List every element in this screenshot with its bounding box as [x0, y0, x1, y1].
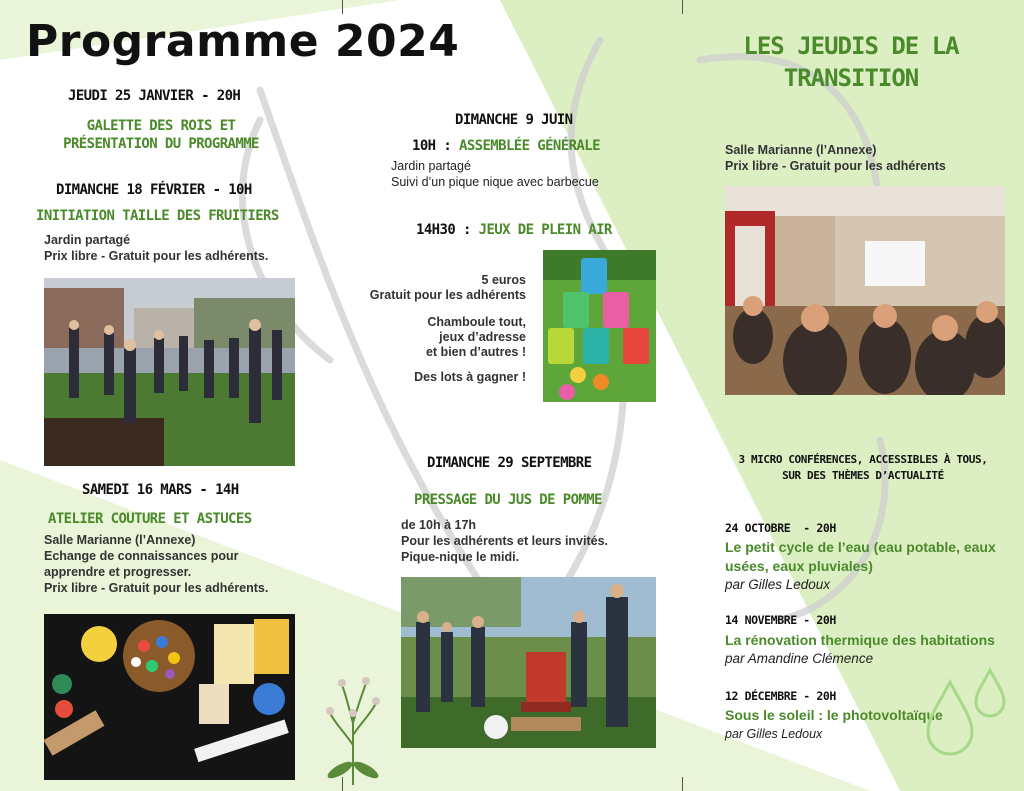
event-sep-line3: Pique-nique le midi. — [401, 550, 520, 564]
event-jun-games3: et bien d’autres ! — [425, 345, 526, 359]
event-feb-title: INITIATION TAILLE DES FRUITIERS — [36, 208, 279, 224]
event-jun-games2: jeux d’adresse — [439, 330, 526, 344]
event-sep-line1: de 10h à 17h — [401, 518, 477, 532]
event-mar-line1: Salle Marianne (l’Annexe) — [44, 533, 196, 547]
jeudis-title-2: TRANSITION — [783, 64, 919, 92]
event-sep-date: DIMANCHE 29 SEPTEMBRE — [427, 455, 592, 471]
event-jun-date: DIMANCHE 9 JUIN — [455, 112, 573, 128]
conference-1-title-1: Le petit cycle de l’eau (eau potable, eaux — [725, 539, 996, 555]
event-jun-title2: JEUX DE PLEIN AIR — [478, 222, 612, 238]
page-title: Programme 2024 — [26, 16, 460, 67]
event-feb-line1: Jardin partagé — [44, 233, 131, 247]
conference-1-title-2: usées, eaux pluviales) — [725, 558, 873, 574]
event-mar-line3: apprendre et progresser. — [44, 565, 192, 579]
event-jun-lots: Des lots à gagner ! — [414, 370, 526, 384]
event-mar-title: ATELIER COUTURE ET ASTUCES — [48, 511, 252, 527]
photo-sewing-supplies — [44, 614, 295, 780]
event-mar-date: SAMEDI 16 MARS - 14H — [82, 482, 239, 498]
fold-mark-top-left — [342, 0, 343, 14]
jeudis-micro-line1: 3 MICRO CONFÉRENCES, ACCESSIBLES À TOUS, — [738, 453, 988, 466]
event-jun-time1: 10H : — [412, 138, 459, 154]
event-jun-title1: ASSEMBLÉE GÉNÉRALE — [458, 138, 600, 154]
event-jan-title-2: PRÉSENTATION DU PROGRAMME — [63, 136, 259, 152]
event-jun-line2: Suivi d’un pique nique avec barbecue — [391, 175, 599, 189]
jeudis-venue: Salle Marianne (l’Annexe) — [725, 143, 877, 157]
photo-conference-room — [725, 186, 1005, 395]
fold-mark-bottom-right — [682, 777, 683, 791]
conference-1-date: 24 OCTOBRE - 20H — [725, 521, 836, 535]
event-mar-line4: Prix libre - Gratuit pour les adhérents. — [44, 581, 269, 595]
jeudis-micro-line2: SUR DES THÈMES D’ACTUALITÉ — [782, 469, 944, 482]
jeudis-title-1: LES JEUDIS DE LA — [743, 32, 959, 60]
event-sep-line2: Pour les adhérents et leurs invités. — [401, 534, 609, 548]
fold-mark-top-right — [682, 0, 683, 14]
event-mar-line2: Echange de connaissances pour — [44, 549, 239, 563]
event-feb-date: DIMANCHE 18 FÉVRIER - 10H — [56, 182, 252, 198]
conference-3-title-1: Sous le soleil : le photovoltaïque — [725, 707, 943, 723]
conference-2-speaker: par Amandine Clémence — [725, 651, 874, 666]
event-jun-time2: 14H30 : — [416, 222, 479, 238]
water-drops-icon — [920, 662, 1010, 762]
photo-apple-pressing — [401, 577, 656, 748]
conference-2-date: 14 NOVEMBRE - 20H — [725, 613, 836, 627]
conference-1-speaker: par Gilles Ledoux — [725, 577, 831, 592]
event-jun-line1: Jardin partagé — [391, 159, 471, 173]
event-jan-date: JEUDI 25 JANVIER - 20H — [68, 88, 241, 104]
conference-3-date: 12 DÉCEMBRE - 20H — [725, 689, 836, 703]
event-jun-price2: Gratuit pour les adhérents — [369, 288, 526, 302]
event-jun-games-line — [416, 222, 612, 238]
photo-pruning-workshop — [44, 278, 295, 466]
event-sep-title: PRESSAGE DU JUS DE POMME — [414, 492, 602, 508]
photo-cans-game — [543, 250, 656, 402]
event-jun-price1: 5 euros — [481, 273, 526, 287]
event-feb-line2: Prix libre - Gratuit pour les adhérents. — [44, 249, 269, 263]
conference-2-title-1: La rénovation thermique des habitations — [725, 632, 995, 648]
jeudis-price: Prix libre - Gratuit pour les adhérents — [725, 159, 946, 173]
event-jun-games1: Chamboule tout, — [427, 315, 526, 329]
event-jun-agm-line — [412, 138, 600, 154]
plant-decoration-icon — [318, 675, 388, 785]
event-jan-title-1: GALETTE DES ROIS ET — [86, 118, 236, 134]
conference-3-speaker: par Gilles Ledoux — [725, 727, 823, 741]
